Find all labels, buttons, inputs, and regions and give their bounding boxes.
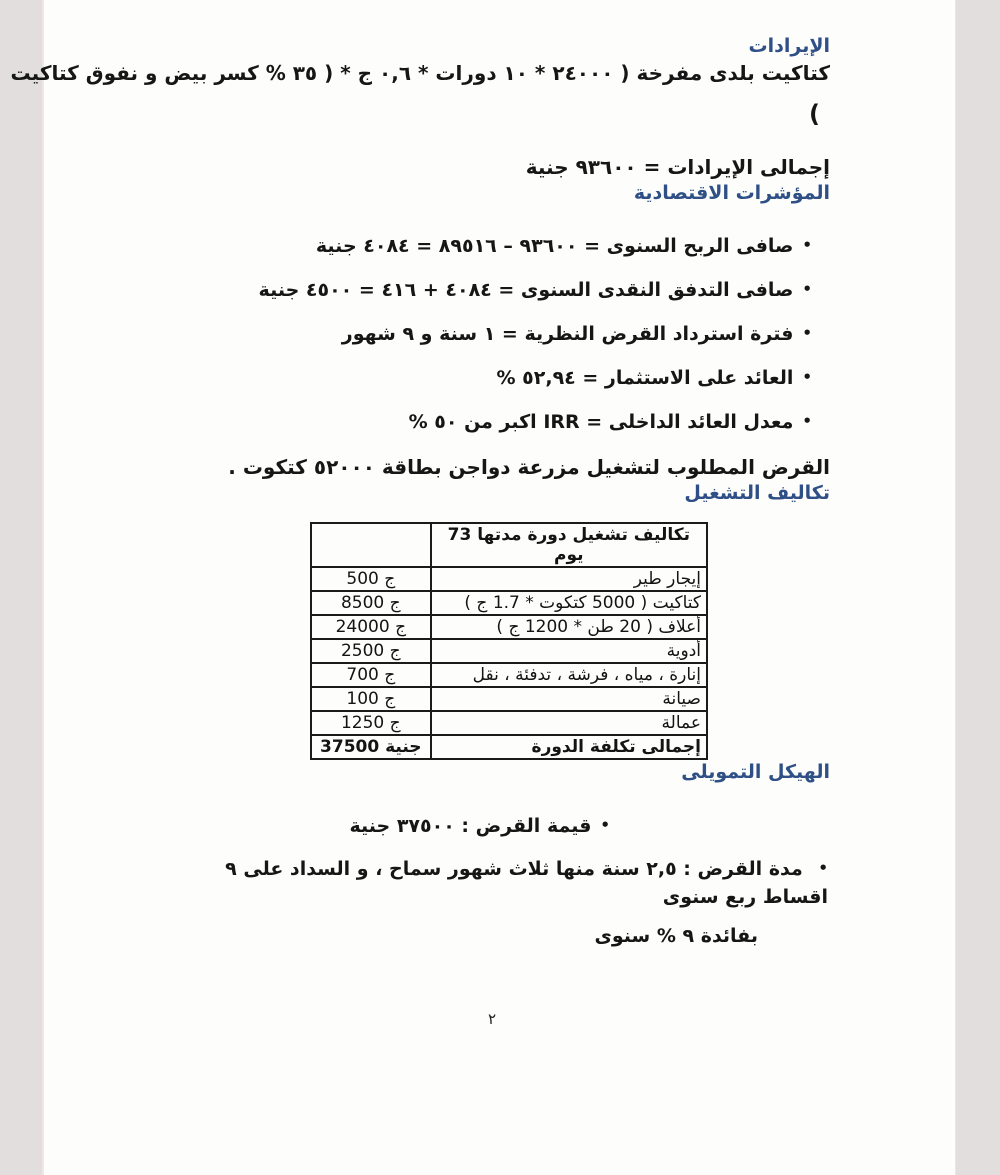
cost-value: 8500 ج: [311, 591, 431, 615]
cost-value: 24000 ج: [311, 615, 431, 639]
cost-label: كتاكيت ( 5000 كتكوت * 1.7 ج ): [431, 591, 707, 615]
revenues-formula-line1: كتاكيت بلدى مفرخة ( ٢٤٠٠٠ * ١٠ دورات * ٠,٦ ج * ( ٣٥ % كسر بيض و نفوق كتاكيت: [10, 61, 830, 85]
operating-costs-table: [310, 522, 708, 760]
financing-list: [154, 813, 830, 950]
cost-label: إيجار طير: [431, 567, 707, 591]
table-row: [311, 639, 707, 663]
document-content: [10, 0, 955, 1028]
table-total-row: [311, 735, 707, 759]
financing-loan-amount: • قيمة القرض : ٣٧٥٠٠ جنية: [154, 813, 610, 841]
table-row: [311, 591, 707, 615]
revenues-formula-line2: (: [809, 100, 820, 128]
financing-loan-terms-line1: مدة القرض : ٢,٥ سنة منها ثلاث شهور سماح ، و السداد على ٩ اقساط ربع سنوى: [225, 858, 828, 908]
page-number: ٢: [487, 1010, 497, 1028]
indicator-payback-period: • فترة استرداد القرض النظرية = ١ سنة و ٩ شهور: [154, 321, 812, 349]
indicators-heading: المؤشرات الاقتصادية: [633, 182, 830, 204]
cost-label: إنارة ، مياه ، فرشة ، تدفئة ، نقل: [431, 663, 707, 687]
table-row: [311, 711, 707, 735]
cost-label: عمالة: [431, 711, 707, 735]
cost-label: صيانة: [431, 687, 707, 711]
financing-loan-terms-line2: بفائدة ٩ % سنوى: [594, 925, 758, 947]
revenues-total: إجمالى الإيرادات = ٩٣٦٠٠ جنية: [525, 155, 830, 179]
page-margin-left: [0, 0, 44, 1175]
cost-value: 500 ج: [311, 567, 431, 591]
cost-value: 700 ج: [311, 663, 431, 687]
financing-loan-terms: [154, 856, 828, 950]
table-row: [311, 567, 707, 591]
indicator-net-cashflow: • صافى التدفق النقدى السنوى = ٤٠٨٤ + ٤١٦ = ٤٥٠٠ جنية: [154, 277, 812, 305]
cost-value: 100 ج: [311, 687, 431, 711]
table-header-row: [311, 523, 707, 567]
table-row: [311, 663, 707, 687]
indicator-irr: • معدل العائد الداخلى = IRR اكبر من ٥٠ %: [154, 409, 812, 437]
revenues-heading: الإيرادات: [748, 35, 830, 57]
document-sheet: [10, 0, 955, 1175]
page-margin-right: [955, 0, 1000, 1175]
cost-label: أدوية: [431, 639, 707, 663]
operating-costs-heading: تكاليف التشغيل: [684, 482, 830, 504]
cost-label: أعلاف ( 20 طن * 1200 ج ): [431, 615, 707, 639]
indicator-roi: • العائد على الاستثمار = ٥٢,٩٤ %: [154, 365, 812, 393]
table-header-empty-cell: [311, 523, 431, 567]
total-value: 37500 جنية: [311, 735, 431, 759]
table-row: [311, 687, 707, 711]
cost-value: 1250 ج: [311, 711, 431, 735]
indicator-net-profit: • صافى الربح السنوى = ٩٣٦٠٠ – ٨٩٥١٦ = ٤٠٨٤ جنية: [154, 233, 812, 261]
table-header-cell: تكاليف تشغيل دورة مدتها 73 يوم: [431, 523, 707, 567]
indicators-list: [154, 233, 830, 437]
total-label: إجمالى تكلفة الدورة: [431, 735, 707, 759]
cost-value: 2500 ج: [311, 639, 431, 663]
loan-note: القرض المطلوب لتشغيل مزرعة دواجن بطاقة ٥٢٠٠٠ كتكوت .: [228, 455, 830, 479]
table-row: [311, 615, 707, 639]
financing-heading: الهيكل التمويلى: [681, 761, 830, 783]
